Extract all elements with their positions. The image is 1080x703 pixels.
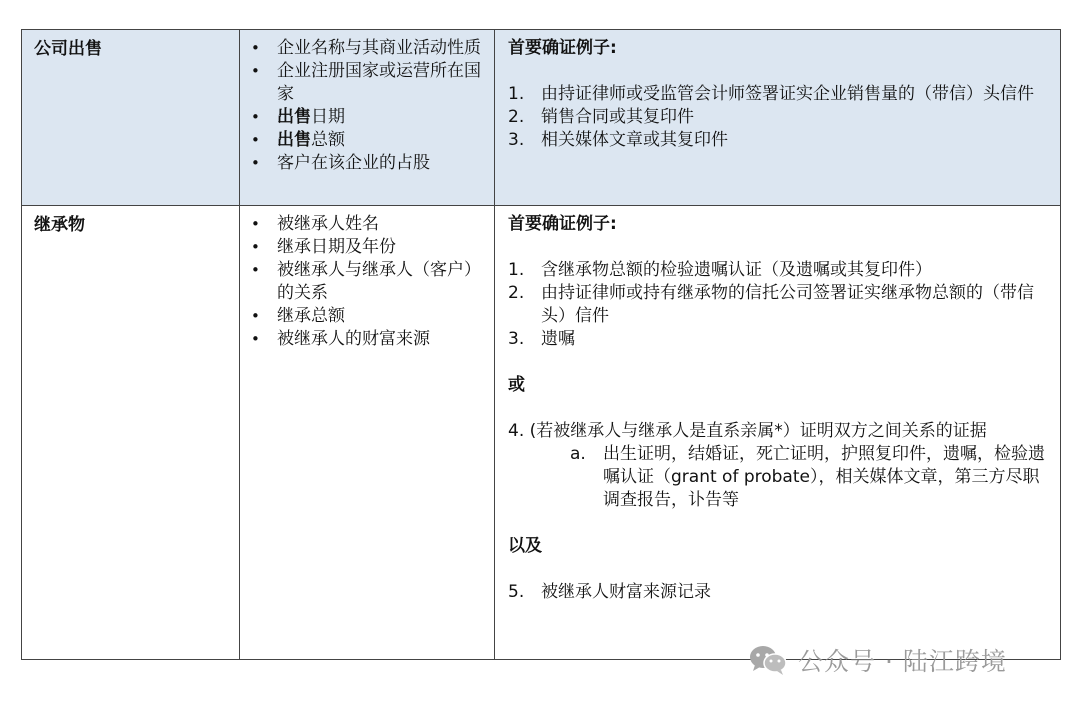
list-item: 5. 被继承人财富来源记录 bbox=[508, 582, 711, 602]
source-of-wealth-table bbox=[21, 29, 1061, 660]
table-row-company-sale bbox=[22, 30, 1061, 206]
watermark bbox=[748, 643, 1007, 677]
list-item: 3. 遗嘱 bbox=[508, 329, 575, 349]
list-item: • 继承总额 bbox=[277, 305, 484, 328]
evidence-heading: 首要确证例子: bbox=[508, 214, 617, 234]
list-item: • 出售总额 bbox=[277, 129, 484, 152]
evidence-heading: 首要确证例子: bbox=[508, 38, 617, 58]
list-item: • 被继承人与继承人（客户）的关系 bbox=[277, 259, 484, 305]
list-item: • 被继承人姓名 bbox=[277, 213, 484, 236]
list-item: • 出售日期 bbox=[277, 106, 484, 129]
evidence-subitem-a: a. 出生证明，结婚证，死亡证明，护照复印件，遗嘱，检验遗嘱认证（grant of probate），相关媒体文章，第三方尽职调查报告，讣告等 bbox=[570, 444, 1045, 510]
list-item: • 企业注册国家或运营所在国家 bbox=[277, 60, 484, 106]
and-label: 以及 bbox=[508, 536, 542, 556]
list-item: • 客户在该企业的占股 bbox=[277, 152, 484, 175]
or-label: 或 bbox=[508, 375, 525, 395]
list-item: • 被继承人的财富来源 bbox=[277, 328, 484, 351]
evidence-list bbox=[508, 83, 1050, 152]
category-cell: 继承物 bbox=[34, 215, 85, 235]
watermark-text: 公众号 · 陆江跨境 bbox=[798, 647, 1007, 676]
table-row-inheritance bbox=[22, 206, 1061, 660]
evidence-list-final bbox=[508, 581, 1050, 604]
required-info-list bbox=[240, 30, 494, 175]
wechat-icon bbox=[748, 644, 788, 676]
list-item: 3. 相关媒体文章或其复印件 bbox=[508, 130, 728, 150]
required-info-list bbox=[240, 206, 494, 351]
list-item: 1. 含继承物总额的检验遗嘱认证（及遗嘱或其复印件） bbox=[508, 260, 932, 280]
evidence-cell bbox=[495, 30, 1060, 152]
list-item: 2. 由持证律师或持有继承物的信托公司签署证实继承物总额的（带信头）信件 bbox=[508, 283, 1034, 326]
list-item: 2. 销售合同或其复印件 bbox=[508, 107, 694, 127]
evidence-list bbox=[508, 259, 1050, 351]
category-cell: 公司出售 bbox=[34, 39, 102, 59]
list-item: • 企业名称与其商业活动性质 bbox=[277, 37, 484, 60]
list-item: • 继承日期及年份 bbox=[277, 236, 484, 259]
evidence-cell bbox=[495, 206, 1060, 604]
evidence-item-4: 4. (若被继承人与继承人是直系亲属*）证明双方之间关系的证据 bbox=[508, 421, 987, 441]
list-item: 1. 由持证律师或受监管会计师签署证实企业销售量的（带信）头信件 bbox=[508, 84, 1034, 104]
